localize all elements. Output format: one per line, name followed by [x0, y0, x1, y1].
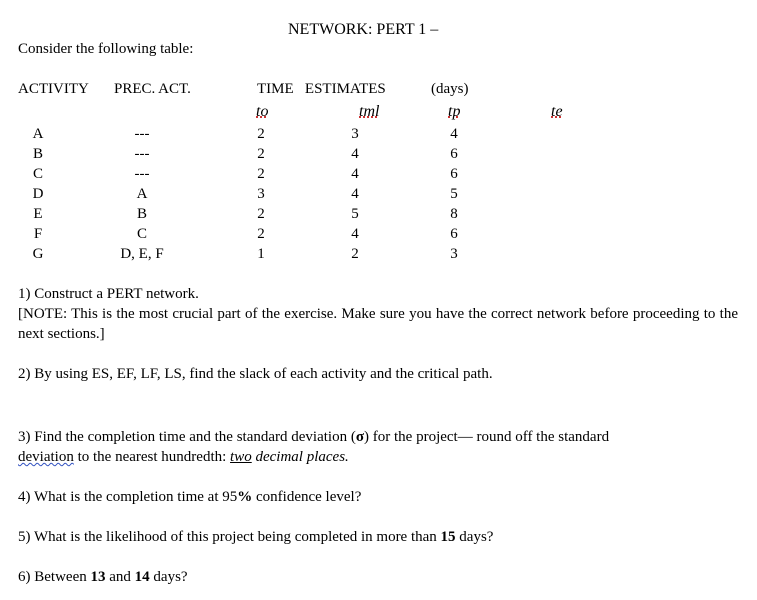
sigma-symbol: σ: [355, 429, 365, 445]
row-g-to: 1: [257, 246, 265, 262]
row-g-prec: D, E, F: [120, 246, 164, 262]
question-1-note: [NOTE: This is the most crucial part of the exercise. Make sure you have the correct network before proceeding to the next sections.]: [18, 306, 738, 342]
q6-text-1: 6) Between: [18, 569, 91, 585]
row-d-tml: 4: [351, 186, 359, 202]
page-title: NETWORK: PERT 1 –: [288, 21, 439, 38]
row-b-prec: ---: [134, 146, 150, 162]
row-b-tml: 4: [351, 146, 359, 162]
row-c-tml: 4: [351, 166, 359, 182]
row-c-prec: ---: [134, 166, 150, 182]
row-d-prec: A: [136, 186, 148, 202]
question-1: 1) Construct a PERT network.: [18, 286, 199, 302]
row-e-activity: E: [33, 206, 43, 222]
row-b-activity: B: [32, 146, 43, 162]
row-e-tp: 8: [450, 206, 458, 222]
q3-deviation: deviation: [18, 449, 74, 465]
header-activity: ACTIVITY: [18, 81, 89, 97]
intro-text: Consider the following table:: [18, 41, 194, 57]
q4-percent: %: [237, 489, 253, 505]
q6-number-1: 13: [90, 569, 106, 585]
row-f-prec: C: [136, 226, 147, 242]
header-time-estimates: TIME ESTIMATES: [257, 81, 386, 97]
q3-text-1: 3) Find the completion time and the standard deviation (: [18, 429, 356, 445]
subheader-tp: tp: [448, 103, 461, 120]
q3-text-4: decimal places.: [251, 449, 349, 465]
row-e-tml: 5: [351, 206, 359, 222]
row-a-tml: 3: [351, 126, 359, 142]
row-a-activity: A: [32, 126, 44, 142]
q5-text-2: days?: [455, 529, 494, 545]
question-5: [18, 527, 738, 547]
q3-text-3: to the nearest hundredth:: [73, 449, 231, 465]
subheader-to: to: [256, 103, 269, 120]
row-d-activity: D: [32, 186, 44, 202]
subheader-tml: tml: [359, 103, 380, 120]
row-d-to: 3: [257, 186, 265, 202]
row-a-tp: 4: [450, 126, 458, 142]
row-e-to: 2: [257, 206, 265, 222]
q6-and: and: [105, 569, 135, 585]
question-4: [18, 487, 738, 507]
row-b-to: 2: [257, 146, 265, 162]
row-e-prec: B: [136, 206, 147, 222]
row-f-tml: 4: [351, 226, 359, 242]
q4-text-1: 4) What is the completion time at 95: [18, 489, 238, 505]
row-c-tp: 6: [450, 166, 458, 182]
row-f-to: 2: [257, 226, 265, 242]
q3-text-2: ) for the project— round off the standard: [364, 429, 610, 445]
subheader-te: te: [551, 103, 563, 120]
q6-number-2: 14: [134, 569, 150, 585]
row-d-tp: 5: [450, 186, 458, 202]
row-a-prec: ---: [134, 126, 150, 142]
row-b-tp: 6: [450, 146, 458, 162]
row-f-tp: 6: [450, 226, 458, 242]
row-a-to: 2: [257, 126, 265, 142]
q5-text-1: 5) What is the likelihood of this project being completed in more than: [18, 529, 441, 545]
q3-two: two: [230, 449, 252, 465]
q5-number: 15: [440, 529, 456, 545]
question-6: [18, 567, 738, 587]
row-g-tml: 2: [351, 246, 359, 262]
header-days: (days): [431, 81, 469, 97]
row-f-activity: F: [33, 226, 43, 242]
row-g-activity: G: [32, 246, 44, 262]
q6-text-2: days?: [149, 569, 188, 585]
q4-text-2: confidence level?: [252, 489, 362, 505]
row-g-tp: 3: [450, 246, 458, 262]
row-c-to: 2: [257, 166, 265, 182]
question-2: 2) By using ES, EF, LF, LS, find the slack of each activity and the critical path.: [18, 366, 493, 382]
row-c-activity: C: [32, 166, 43, 182]
header-prec: PREC. ACT.: [114, 81, 191, 97]
question-3: [18, 427, 738, 467]
